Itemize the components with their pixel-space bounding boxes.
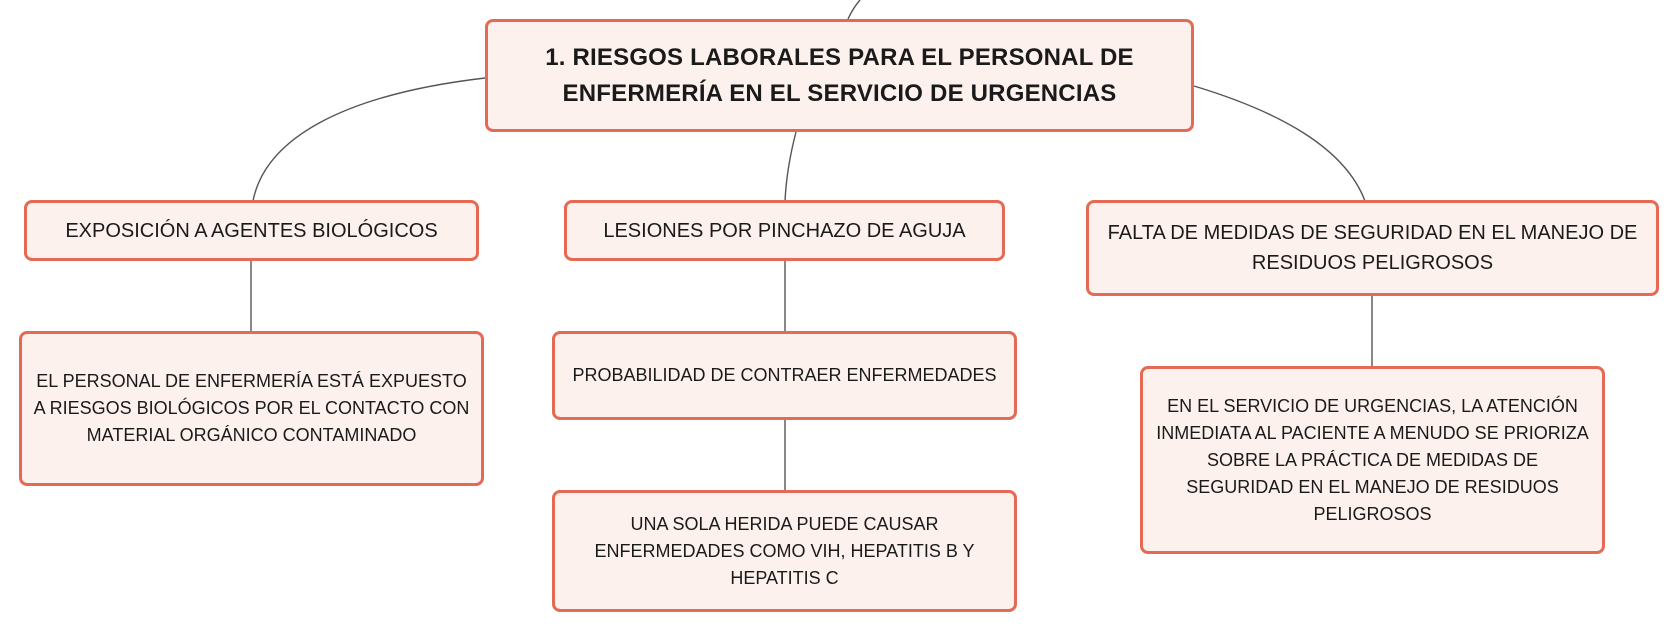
connector-root-to-biological (253, 78, 485, 201)
detail-node-label: UNA SOLA HERIDA PUEDE CAUSAR ENFERMEDADES COMO VIH, HEPATITIS B Y HEPATITIS C (594, 513, 975, 588)
root-node[interactable] (485, 19, 1194, 132)
detail-node-disease-examples[interactable] (552, 490, 1017, 612)
connector-parent-to-root (848, 0, 860, 19)
branch-node-label: FALTA DE MEDIDAS DE SEGURIDAD EN EL MANEJO DE RESIDUOS PELIGROSOS (1107, 222, 1638, 274)
detail-node-label: EL PERSONAL DE ENFERMERÍA ESTÁ EXPUESTO A RIESGOS BIOLÓGICOS POR EL CONTACTO CON MATERIAL ORGÁNICO CONTAMINADO (33, 371, 470, 445)
detail-node-urgency-priority[interactable] (1140, 366, 1605, 554)
connector-root-to-waste (1194, 86, 1365, 201)
detail-node-label: EN EL SERVICIO DE URGENCIAS, LA ATENCIÓN INMEDIATA AL PACIENTE A MENUDO SE PRIORIZA SOBRE LA PRÁCTICA DE MEDIDAS DE SEGURIDAD EN EL MANEJO DE RESIDUOS PELIGROSOS (1156, 395, 1589, 524)
branch-node-needlestick-injuries[interactable] (564, 200, 1005, 261)
detail-node-disease-probability[interactable] (552, 331, 1017, 420)
detail-node-label: PROBABILIDAD DE CONTRAER ENFERMEDADES (572, 365, 997, 385)
branch-node-hazardous-waste[interactable] (1086, 200, 1659, 296)
branch-node-label: LESIONES POR PINCHAZO DE AGUJA (603, 219, 966, 242)
detail-node-biological-exposure[interactable] (19, 331, 484, 486)
branch-node-label: EXPOSICIÓN A AGENTES BIOLÓGICOS (65, 219, 438, 242)
root-node-label: 1. RIESGOS LABORALES PARA EL PERSONAL DE ENFERMERÍA EN EL SERVICIO DE URGENCIAS (545, 43, 1134, 107)
branch-node-biological-agents[interactable] (24, 200, 479, 261)
connector-root-to-needlestick (785, 132, 796, 201)
